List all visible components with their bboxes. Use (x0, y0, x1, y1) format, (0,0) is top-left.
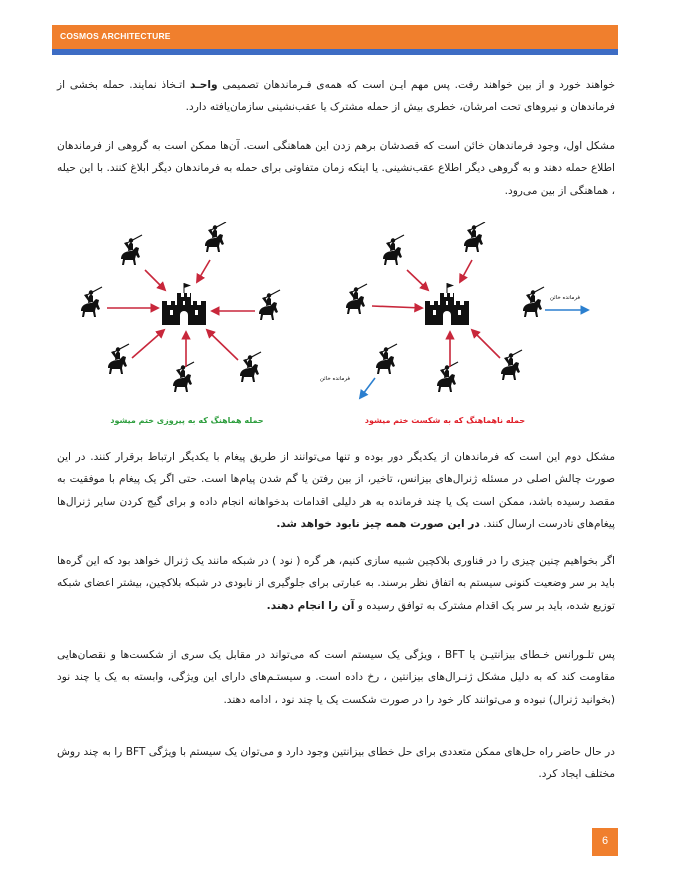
caption-uncoordinated-attack: حمله ناهماهنگ که به شکست ختم میشود (364, 416, 526, 425)
knight-icon (464, 222, 485, 252)
paragraph-3-text: مشکل دوم این است که فرماندهان از یکدیگر دور بوده و تنها می‌توانند از طریق پیغام با یکدیگر ارتباط برقرار کنند. در این صورت چالش اصلی در مسئله ژنرال‌های بیزانس، تاخیر، از بین رفتن یا گم شدن پیام‌ها است. حتی اگر یک پیغام با موفقیت به مقصد رسیده باشد، ممکن است یک یا چند فرمانده به هر دلیلی اقدامات بدخواهانه انجام داده و برای گیج کردن سایر ژنرال‌ها پیغام‌های نادرست ارسال کنند. (57, 451, 615, 530)
knight-icon (437, 362, 458, 392)
paragraph-4-bold: آن را انجام دهند. (266, 599, 355, 612)
paragraph-3 (57, 446, 615, 535)
page-number: 6 (601, 835, 609, 847)
document-title: COSMOS ARCHITECTURE (60, 31, 171, 41)
knight-icon (523, 287, 544, 317)
paragraph-1-bold: واحـد (189, 79, 218, 91)
castle-icon (162, 283, 206, 325)
traitor-commander-label: فرمانده خائن (319, 376, 351, 382)
traitor-commander-label: فرمانده خائن (549, 295, 581, 301)
paragraph-1-text-b: اتـخاذ نمایند. حمله بخشی از فرماندهان و نیروهای تحت امرشان، خطری بیش از حمله مشترک یا عقب‌نشینی سازمان‌یافته دارد. (57, 79, 615, 114)
paragraph-4 (57, 550, 615, 617)
knight-icon (501, 350, 522, 380)
page-number-badge (592, 828, 618, 856)
coordinated-attack-diagram (81, 222, 280, 425)
page-header-bar (52, 25, 618, 55)
paragraph-4-text: اگر بخواهیم چنین چیزی را در فناوری بلاکچین شبیه سازی کنیم، هر گره ( نود ) در شبکه مانند یک ژنرال خواهد بود که این گره‌ها باید بر سر وضعیت کنونی سیستم به اتفاق نظر برسند. به عبارتی برای جلوگیری از نابودی در شبکه بلاکچین، بیشتر اعضای شبکه توزیع شده، باید بر سر یک اقدام مشترک به توافق رسیده و (57, 555, 615, 612)
uncoordinated-attack-diagram (320, 222, 588, 425)
paragraph-6: در حال حاضر راه حل‌های ممکن متعددی برای حل خطای بیزانتین وجود دارد و می‌توان یک سیستم با ویژگی BFT را به چند روش مختلف ایجاد کرد. (57, 746, 615, 781)
paragraph-1-text-a: خواهند خورد و از بین خواهند رفت. پس مهم ایـن است که همه‌ی فـرماندهان تصمیمی (217, 79, 616, 91)
knight-icon (81, 287, 102, 317)
knight-icon (376, 344, 397, 374)
knight-icon (205, 222, 226, 252)
knight-icon (108, 344, 129, 374)
paragraph-2: مشکل اول، وجود فرماندهان خائن است که قصدشان برهم زدن این هماهنگی است. آن‌ها ممکن است به گروهی از فرماندهان اطلاع حمله دهند و به گروهی دیگر اطلاع عقب‌نشینی. یا اینکه زمان متفاوتی برای حمله به فرماندهان دیگر ابلاغ کنند. با این حیله ، هماهنگی از بین می‌رود. (57, 140, 615, 197)
paragraph-3-bold: در این صورت همه چیز نابود خواهد شد. (276, 517, 480, 530)
knight-icon (383, 235, 404, 265)
byzantine-generals-diagram (62, 222, 612, 432)
knight-icon (240, 352, 261, 382)
knight-icon (121, 235, 142, 265)
knight-icon (346, 284, 367, 314)
caption-coordinated-attack: حمله هماهنگ که به پیروزی ختم میشود (110, 416, 264, 425)
knight-icon (173, 362, 194, 392)
castle-icon (425, 283, 469, 325)
paragraph-5: پس تلـورانس خـطای بیزانتیـن یا BFT ، ویژگی یک سیستم است که می‌تواند در مقابل یک سری از شکست‌ها و نقصان‌هایی مقاومت کند که به دلیل مشکل ژنـرال‌های بیزانتین ، رخ داده است. و سیستـم‌های دارای این ویژگی، وابسته به یک یا چند نود (بخوانید ژنرال) نبوده و می‌توانند کار خود را در صورت شکست یک یا چند نود ، ادامه دهند. (57, 649, 615, 706)
knight-icon (259, 290, 280, 320)
paragraph-1 (57, 74, 615, 119)
